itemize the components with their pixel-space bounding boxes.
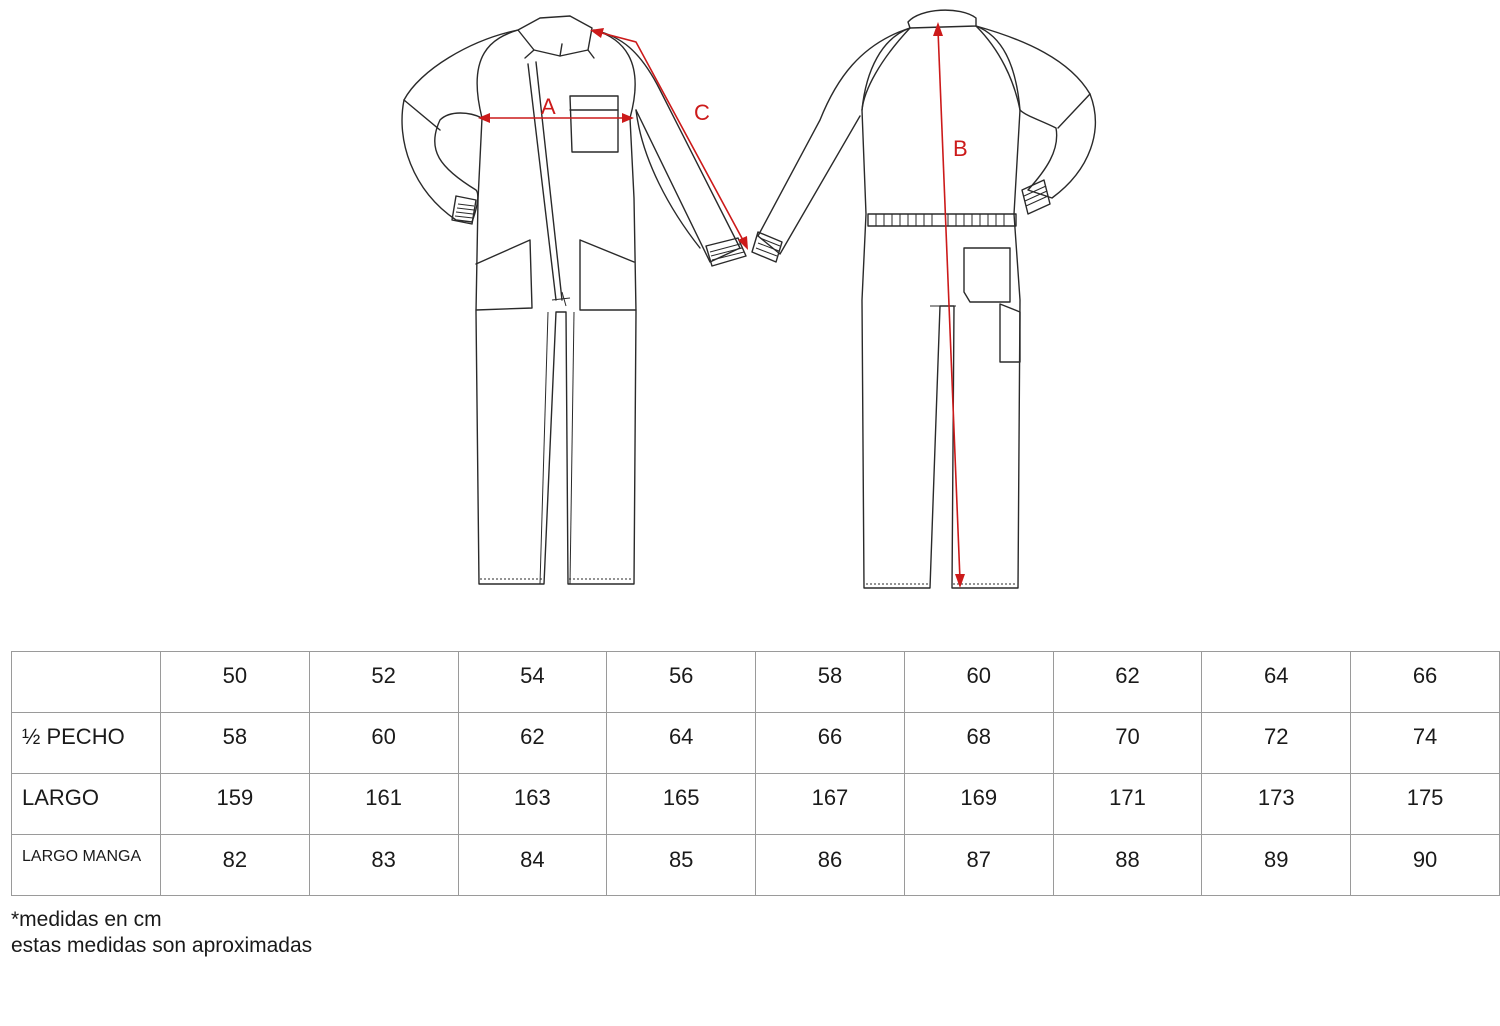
coverall-back-view (752, 10, 1095, 588)
value-cell: 163 (458, 774, 607, 835)
value-cell: 173 (1202, 774, 1351, 835)
row-label-sleeve-length: LARGO MANGA (12, 835, 161, 896)
size-cell: 64 (1202, 652, 1351, 713)
back-leg-pocket (1000, 304, 1020, 362)
value-cell: 83 (309, 835, 458, 896)
size-cell: 66 (1351, 652, 1500, 713)
value-cell: 64 (607, 713, 756, 774)
table-row-half-chest (12, 713, 1500, 774)
back-collar (908, 10, 976, 28)
measure-label-c: C (694, 100, 710, 125)
size-cell: 50 (161, 652, 310, 713)
value-cell: 161 (309, 774, 458, 835)
back-left-cuff (752, 232, 782, 262)
size-cell: 62 (1053, 652, 1202, 713)
value-cell: 66 (756, 713, 905, 774)
size-cell: 56 (607, 652, 756, 713)
measurement-a (478, 94, 634, 123)
value-cell: 85 (607, 835, 756, 896)
value-cell: 171 (1053, 774, 1202, 835)
value-cell: 86 (756, 835, 905, 896)
value-cell: 62 (458, 713, 607, 774)
back-right-sleeve (976, 26, 1095, 198)
front-body-outline (476, 30, 636, 584)
value-cell: 72 (1202, 713, 1351, 774)
value-cell: 167 (756, 774, 905, 835)
measure-label-b: B (953, 136, 968, 161)
footnotes (11, 907, 312, 959)
value-cell: 70 (1053, 713, 1202, 774)
size-cell: 52 (309, 652, 458, 713)
row-label-half-chest: ½ PECHO (12, 713, 161, 774)
value-cell: 82 (161, 835, 310, 896)
approximation-note: estas medidas son aproximadas (11, 934, 313, 957)
corner-cell (12, 652, 161, 713)
back-left-sleeve (758, 28, 910, 254)
size-cell: 58 (756, 652, 905, 713)
units-note: *medidas en cm (11, 908, 162, 931)
value-cell: 169 (904, 774, 1053, 835)
front-left-hip-pocket (476, 240, 532, 310)
value-cell: 159 (161, 774, 310, 835)
value-cell: 58 (161, 713, 310, 774)
value-cell: 84 (458, 835, 607, 896)
value-cell: 60 (309, 713, 458, 774)
size-cell: 60 (904, 652, 1053, 713)
value-cell: 68 (904, 713, 1053, 774)
value-cell: 88 (1053, 835, 1202, 896)
front-left-sleeve (402, 30, 518, 222)
size-header-row (12, 652, 1500, 713)
value-cell: 87 (904, 835, 1053, 896)
value-cell: 165 (607, 774, 756, 835)
front-right-sleeve (594, 30, 740, 262)
value-cell: 175 (1351, 774, 1500, 835)
value-cell: 89 (1202, 835, 1351, 896)
table-row-sleeve-length (12, 835, 1500, 896)
table-row-length (12, 774, 1500, 835)
chest-pocket (570, 96, 618, 152)
front-right-hip-pocket (580, 240, 636, 310)
measurement-b (933, 22, 968, 588)
front-collar (518, 16, 592, 56)
size-table (11, 651, 1500, 896)
value-cell: 74 (1351, 713, 1500, 774)
measure-label-a: A (541, 94, 556, 119)
back-waistband (868, 214, 1016, 226)
size-cell: 54 (458, 652, 607, 713)
row-label-length: LARGO (12, 774, 161, 835)
value-cell: 90 (1351, 835, 1500, 896)
back-pocket (964, 248, 1010, 302)
